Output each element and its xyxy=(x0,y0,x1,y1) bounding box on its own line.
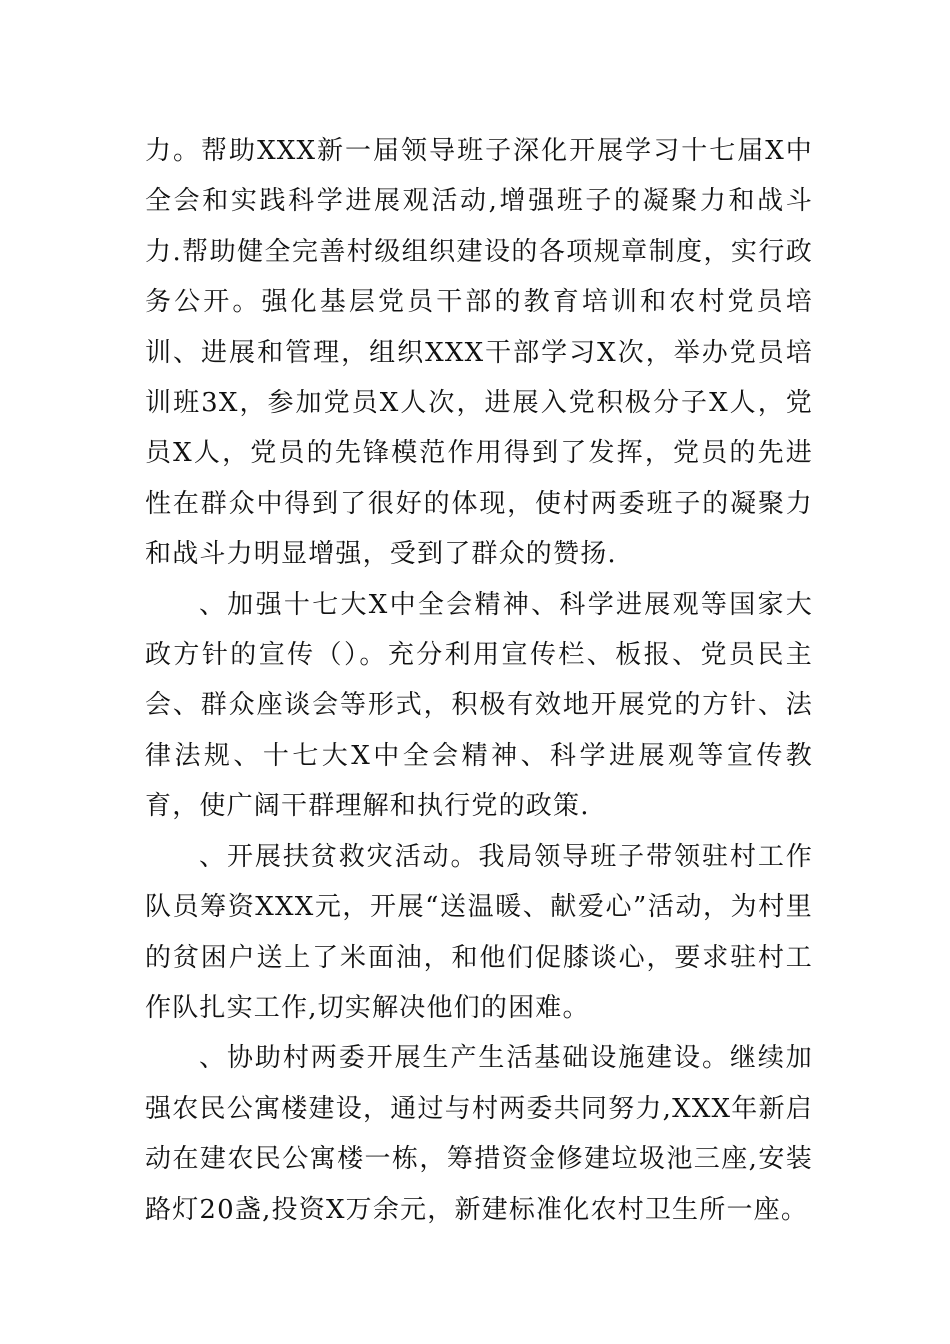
paragraph-party-building: 力。帮助XXX新一届领导班子深化开展学习十七届X中全会和实践科学进展观活动,增强班子的凝聚力和战斗力.帮助健全完善村级组织建设的各项规章制度，实行政务公开。强化基层党员干部的教育培训和农村党员培训、进展和管理，组织XXX干部学习X次，举办党员培训班3X，参加党员X人次，进展入党积极分子X人，党员X人，党员的先锋模范作用得到了发挥，党员的先进性在群众中得到了很好的体现，使村两委班子的凝聚力和战斗力明显增强，受到了群众的赞扬. xyxy=(145,136,813,570)
paragraph-infrastructure: 、协助村两委开展生产生活基础设施建设。继续加强农民公寓楼建设，通过与村两委共同努力,XXX年新启动在建农民公寓楼一栋，筹措资金修建垃圾池三座,安装路灯20盏,投资X万余元，新建标准化农村卫生所一座。 xyxy=(145,1043,813,1225)
paragraph-poverty-relief: 、开展扶贫救灾活动。我局领导班子带领驻村工作队员筹资XXX元，开展“送温暖、献爱心”活动，为村里的贫困户送上了米面油，和他们促膝谈心，要求驻村工作队扎实工作,切实解决他们的困难。 xyxy=(145,841,813,1023)
paragraph-policy-publicity: 、加强十七大X中全会精神、科学进展观等国家大政方针的宣传（）。充分利用宣传栏、板报、党员民主会、群众座谈会等形式，积极有效地开展党的方针、法律法规、十七大X中全会精神、科学进展观等宣传教育，使广阔干群理解和执行党的政策. xyxy=(145,589,813,822)
document-body xyxy=(145,126,813,1235)
